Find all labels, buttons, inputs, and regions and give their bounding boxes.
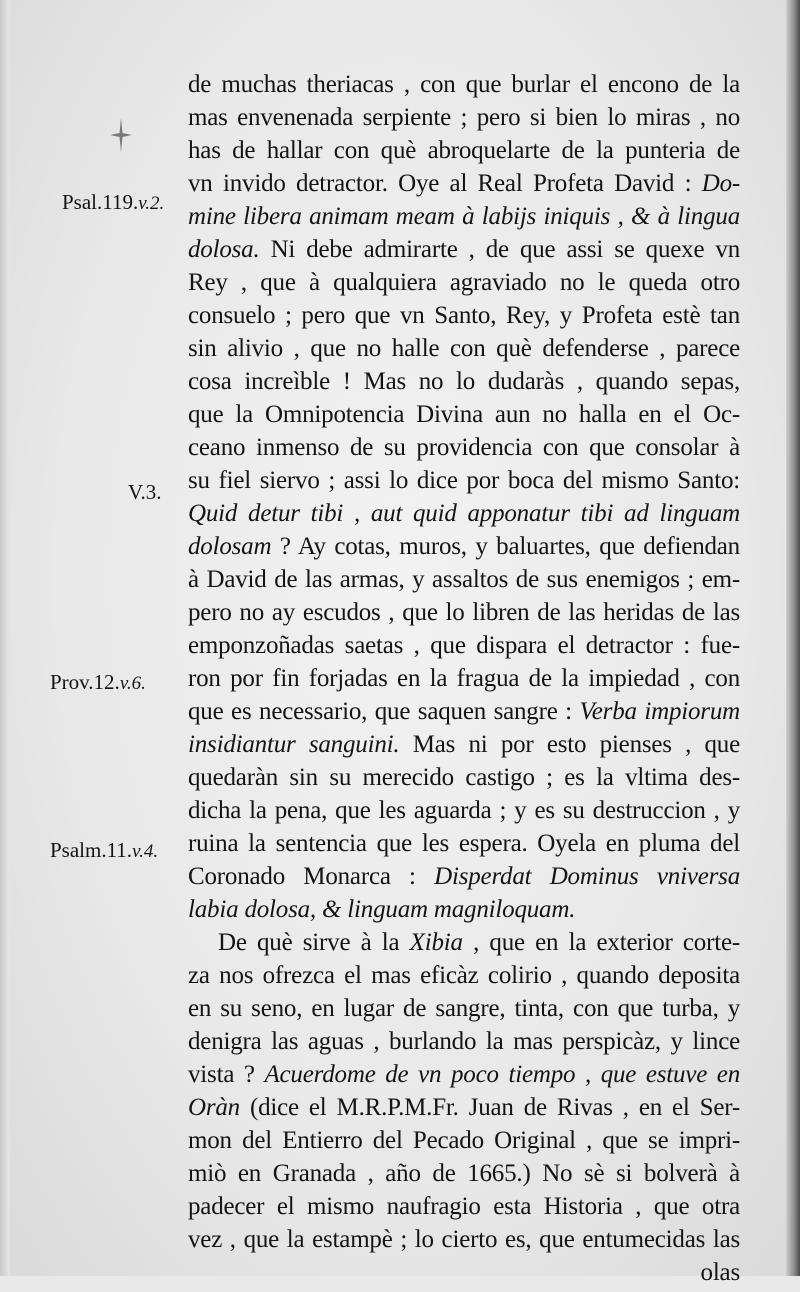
text-line: dolosam ? Ay cotas, muros, y baluartes, que defiendan bbox=[188, 533, 740, 560]
text-line: sin alivio , que no halle con què defenderse , parece bbox=[188, 335, 740, 362]
margin-note-verse: v.6. bbox=[119, 673, 146, 694]
text-line: à David de las armas, y assaltos de sus enemigos ; em- bbox=[188, 566, 740, 593]
text-line: mon del Entierro del Pecado Original , que se impri- bbox=[188, 1127, 740, 1154]
text-line: cosa increìble ! Mas no lo dudaràs , quando sepas, bbox=[188, 368, 740, 395]
text-line: que la Omnipotencia Divina aun no halla en el Oc- bbox=[188, 401, 740, 428]
margin-note-verse: v.2. bbox=[138, 193, 165, 214]
text-line: mine libera animam meam à labijs iniquis , & à lingua bbox=[188, 203, 740, 230]
margin-note-ref: Psalm.11. bbox=[50, 838, 133, 862]
text-line: en su seno, en lugar de sangre, tinta, con que turba, y bbox=[188, 995, 740, 1022]
text-line: de muchas theriacas , con que burlar el encono de la bbox=[188, 71, 740, 98]
text-line: su fiel siervo ; assi lo dice por boca del mismo Santo: bbox=[188, 467, 740, 494]
text-line: dicha la pena, que les aguarda ; y es su destruccion , y bbox=[188, 797, 740, 824]
text-line: has de hallar con què abroquelarte de la punteria de bbox=[188, 137, 740, 164]
text-line: ruina la sentencia que les espera. Oyela en pluma del bbox=[188, 830, 740, 857]
text-line: Quid detur tibi , aut quid apponatur tibi ad linguam bbox=[188, 500, 740, 527]
text-line: vn invido detractor. Oye al Real Profeta David : Do- bbox=[188, 170, 740, 197]
text-line: Rey , que à qualquiera agraviado no le queda otro bbox=[188, 269, 740, 296]
margin-note-ref: V.3. bbox=[128, 480, 162, 504]
catchword: olas bbox=[700, 1259, 740, 1286]
text-line: consuelo ; pero que vn Santo, Rey, y Profeta estè tan bbox=[188, 302, 740, 329]
margin-note-1 bbox=[62, 190, 164, 216]
margin-note-verse: v.4. bbox=[132, 841, 159, 862]
text-line: Oràn (dice el M.R.P.M.Fr. Juan de Rivas , en el Ser- bbox=[188, 1094, 740, 1121]
text-line: ron por fin forjadas en la fragua de la impiedad , con bbox=[188, 665, 740, 692]
text-line: vez , que la estampè ; lo cierto es, que entumecidas las bbox=[188, 1226, 740, 1253]
margin-note-ref: Psal.119. bbox=[62, 190, 139, 214]
margin-note-ref: Prov.12. bbox=[50, 670, 120, 694]
text-line: emponzoñadas saetas , que dispara el detractor : fue- bbox=[188, 632, 740, 659]
text-line: mas envenenada serpiente ; pero si bien lo miras , no bbox=[188, 104, 740, 131]
text-line: vista ? Acuerdome de vn poco tiempo , que estuve en bbox=[188, 1061, 740, 1088]
ink-cross-mark-icon bbox=[110, 118, 132, 152]
text-line: padecer el mismo naufragio esta Historia , que otra bbox=[188, 1193, 740, 1220]
margin-note-4 bbox=[50, 838, 158, 864]
text-line: labia dolosa, & linguam magniloquam. bbox=[188, 896, 576, 923]
text-line: denigra las aguas , burlando la mas perspicàz, y lince bbox=[188, 1028, 740, 1055]
text-line: que es necessario, que saquen sangre : Verba impiorum bbox=[188, 698, 740, 725]
text-line: De què sirve à la Xibia , que en la exterior corte- bbox=[218, 929, 740, 956]
text-line: za nos ofrezca el mas eficàz colirio , quando deposita bbox=[188, 962, 740, 989]
text-line: miò en Granada , año de 1665.) No sè si bolverà à bbox=[188, 1160, 740, 1187]
text-line: pero no ay escudos , que lo libren de las heridas de las bbox=[188, 599, 740, 626]
text-line: insidiantur sanguini. Mas ni por esto pienses , que bbox=[188, 731, 740, 758]
margin-note-2 bbox=[128, 480, 161, 506]
page-gutter bbox=[0, 0, 10, 1276]
text-line: quedaràn sin su merecido castigo ; es la vltima des- bbox=[188, 764, 740, 791]
page-edge-shadow bbox=[786, 0, 800, 1276]
text-line: ceano inmenso de su providencia con que consolar à bbox=[188, 434, 740, 461]
text-line: Coronado Monarca : Disperdat Dominus vniversa bbox=[188, 863, 740, 890]
margin-note-3 bbox=[50, 670, 146, 696]
text-line: dolosa. Ni debe admirarte , de que assi se quexe vn bbox=[188, 236, 740, 263]
